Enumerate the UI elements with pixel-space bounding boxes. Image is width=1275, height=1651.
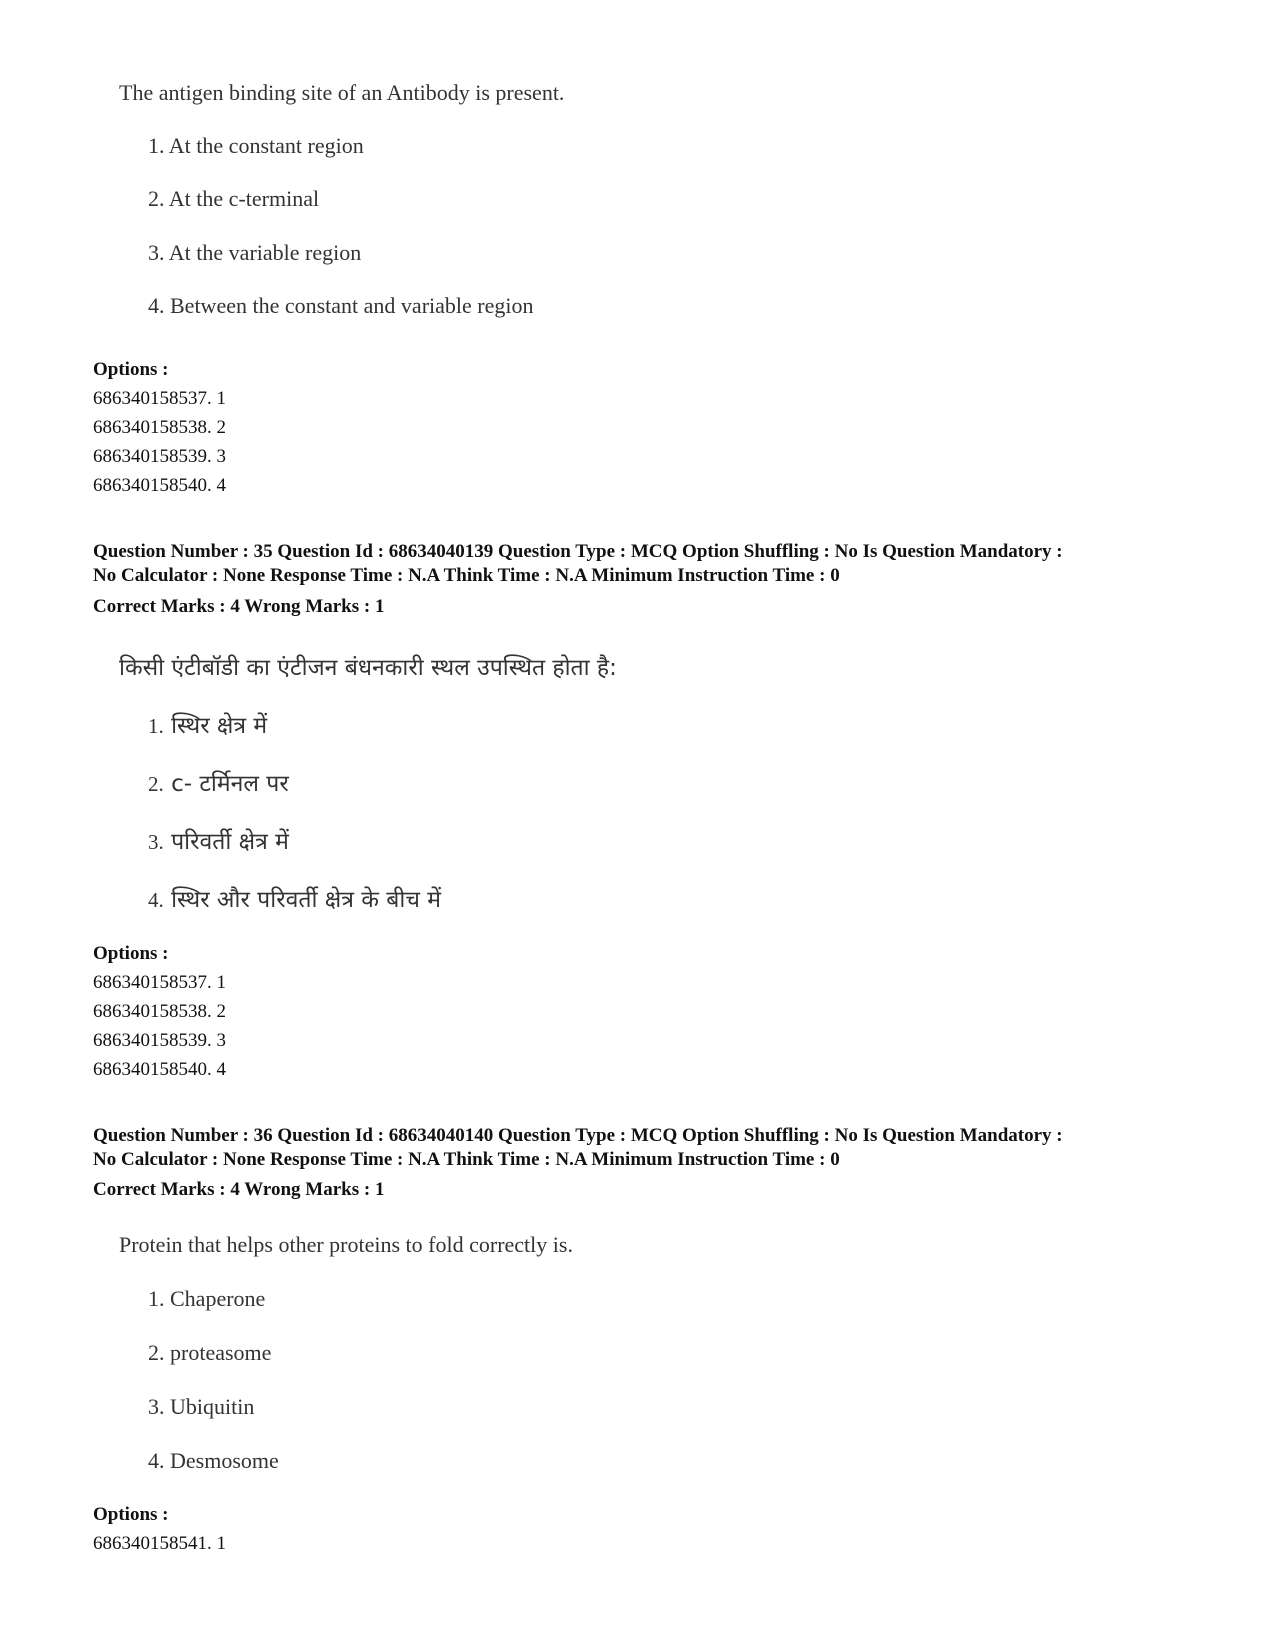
question-35-marks: Correct Marks : 4 Wrong Marks : 1 xyxy=(93,596,385,617)
question-meta-line-1: Question Number : 36 Question Id : 68634040140 Question Type : MCQ Option Shuffling : No Is Question Mandatory : xyxy=(93,1125,1063,1146)
option-line: 686340158539. 3 xyxy=(93,446,226,467)
choice-number: 3. xyxy=(148,1394,165,1419)
question-35-choice-2 xyxy=(148,766,289,798)
question-36-choice-4 xyxy=(148,1448,279,1474)
option-line: 686340158537. 1 xyxy=(93,388,226,409)
choice-number: 2. xyxy=(148,1340,165,1365)
choice-text: Ubiquitin xyxy=(170,1394,255,1419)
choice-text: At the c-terminal xyxy=(168,186,320,211)
question-35-choice-3 xyxy=(148,824,289,856)
question-35-choice-1 xyxy=(148,708,267,740)
choice-text: Desmosome xyxy=(170,1448,279,1473)
choice-text: At the constant region xyxy=(168,133,364,158)
question-36-choice-1 xyxy=(148,1286,265,1312)
option-line: 686340158540. 4 xyxy=(93,475,226,496)
choice-text: परिवर्ती क्षेत्र में xyxy=(171,829,289,855)
question-36-choice-2 xyxy=(148,1340,271,1366)
question-meta-line-2: No Calculator : None Response Time : N.A Think Time : N.A Minimum Instruction Time : 0 xyxy=(93,565,840,586)
choice-text: स्थिर और परिवर्ती क्षेत्र के बीच में xyxy=(171,887,441,913)
choice-text: c- टर्मिनल पर xyxy=(171,771,289,797)
option-line: 686340158538. 2 xyxy=(93,1001,226,1022)
choice-number: 3. xyxy=(148,240,165,265)
choice-text: proteasome xyxy=(170,1340,272,1365)
choice-text: Between the constant and variable region xyxy=(170,293,534,318)
question-34-choice-4 xyxy=(148,293,533,319)
question-35-stem: किसी एंटीबॉडी का एंटीजन बंधनकारी स्थल उपस्थित होता है: xyxy=(119,655,617,681)
choice-number: 2. xyxy=(148,772,164,796)
question-35-choice-4 xyxy=(148,882,441,914)
option-line: 686340158539. 3 xyxy=(93,1030,226,1051)
choice-text: Chaperone xyxy=(170,1286,266,1311)
choice-number: 3. xyxy=(148,830,164,854)
question-34-choice-1 xyxy=(148,133,364,159)
options-label: Options : xyxy=(93,1504,169,1525)
question-meta-line-1: Question Number : 35 Question Id : 68634040139 Question Type : MCQ Option Shuffling : No Is Question Mandatory : xyxy=(93,541,1063,562)
choice-number: 4. xyxy=(148,1448,165,1473)
choice-text: At the variable region xyxy=(168,240,362,265)
choice-number: 1. xyxy=(148,714,164,738)
choice-number: 1. xyxy=(148,1286,165,1311)
option-line: 686340158540. 4 xyxy=(93,1059,226,1080)
option-line: 686340158537. 1 xyxy=(93,972,226,993)
question-36-choice-3 xyxy=(148,1394,254,1420)
question-34-choice-2 xyxy=(148,186,319,212)
question-36-meta xyxy=(93,1124,1063,1172)
question-34-stem: The antigen binding site of an Antibody is present. xyxy=(119,80,565,105)
choice-number: 4. xyxy=(148,293,165,318)
option-line: 686340158538. 2 xyxy=(93,417,226,438)
question-34-choice-3 xyxy=(148,240,361,266)
choice-number: 1. xyxy=(148,133,165,158)
option-line: 686340158541. 1 xyxy=(93,1533,226,1554)
question-meta-line-2: No Calculator : None Response Time : N.A Think Time : N.A Minimum Instruction Time : 0 xyxy=(93,1149,840,1170)
choice-number: 2. xyxy=(148,186,165,211)
question-36-stem: Protein that helps other proteins to fold correctly is. xyxy=(119,1232,573,1257)
options-label: Options : xyxy=(93,359,169,380)
question-35-meta xyxy=(93,540,1063,588)
question-36-marks: Correct Marks : 4 Wrong Marks : 1 xyxy=(93,1179,385,1200)
options-label: Options : xyxy=(93,943,169,964)
choice-text: स्थिर क्षेत्र में xyxy=(171,713,268,739)
choice-number: 4. xyxy=(148,888,164,912)
